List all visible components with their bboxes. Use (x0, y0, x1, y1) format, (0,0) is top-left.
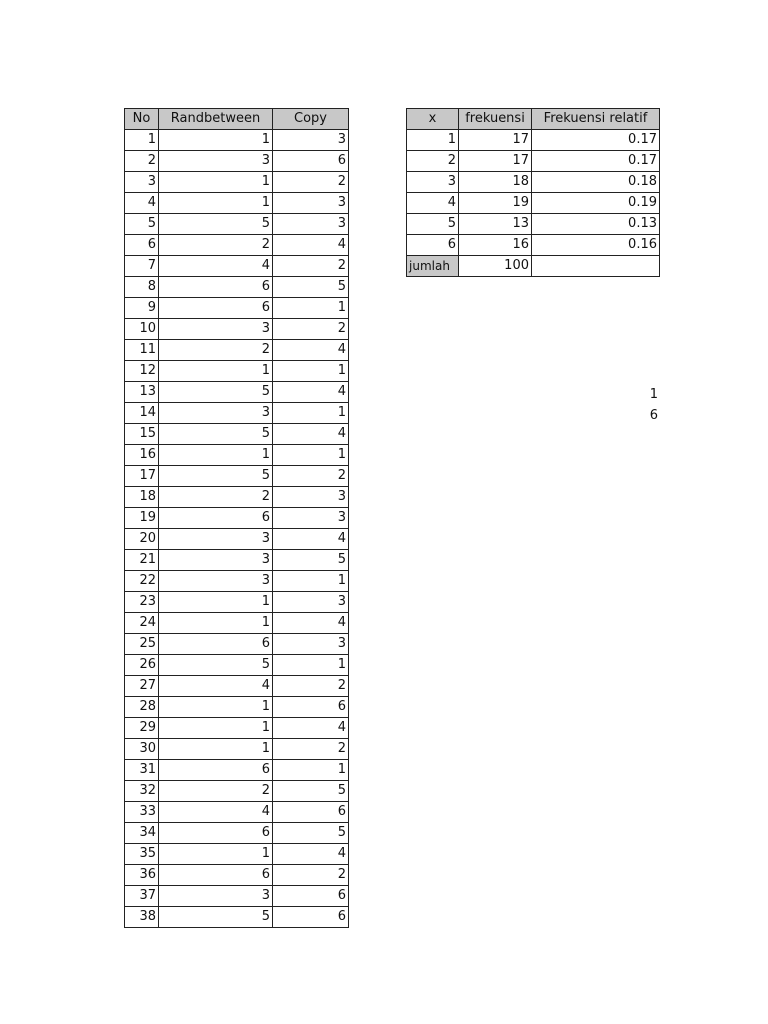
total-value[interactable]: 100 (459, 256, 532, 277)
table-row (125, 844, 349, 865)
table-cell[interactable]: 2 (159, 487, 273, 508)
table-cell[interactable]: 2 (273, 676, 349, 697)
table-row (125, 424, 349, 445)
table-cell[interactable]: 2 (125, 151, 159, 172)
table-cell[interactable]: 4 (159, 676, 273, 697)
cell-value[interactable]: 1 (649, 387, 658, 402)
table-cell[interactable]: 1 (159, 844, 273, 865)
table-row (125, 298, 349, 319)
table-cell[interactable]: 6 (273, 697, 349, 718)
table-cell[interactable]: 6 (159, 865, 273, 886)
table-row (125, 781, 349, 802)
table-cell[interactable]: 1 (159, 172, 273, 193)
table-cell[interactable]: 6 (273, 151, 349, 172)
header-frekuensi-relatif[interactable]: Frekuensi relatif (532, 109, 660, 130)
table-cell[interactable]: 3 (273, 214, 349, 235)
table-cell[interactable]: 0.19 (532, 193, 660, 214)
table-row (125, 739, 349, 760)
table-row (125, 529, 349, 550)
table-row (125, 256, 349, 277)
table-cell[interactable]: 20 (125, 529, 159, 550)
table-cell[interactable]: 18 (459, 172, 532, 193)
randbetween-table (124, 108, 349, 928)
table-cell[interactable]: 4 (273, 382, 349, 403)
table-cell[interactable]: 18 (125, 487, 159, 508)
header-copy[interactable]: Copy (273, 109, 349, 130)
table-cell[interactable]: 3 (273, 130, 349, 151)
table-cell[interactable]: 2 (273, 739, 349, 760)
table-cell[interactable]: 0.17 (532, 130, 660, 151)
table-cell[interactable]: 5 (273, 550, 349, 571)
frequency-table (406, 108, 660, 277)
table-row (125, 802, 349, 823)
header-row (407, 109, 660, 130)
table-row (407, 214, 660, 235)
table-cell[interactable]: 4 (159, 802, 273, 823)
table-cell[interactable]: 33 (125, 802, 159, 823)
table-cell[interactable]: 3 (159, 151, 273, 172)
table-cell[interactable]: 1 (273, 361, 349, 382)
table-cell[interactable]: 6 (159, 634, 273, 655)
table-cell[interactable]: 2 (159, 235, 273, 256)
table-cell[interactable]: 9 (125, 298, 159, 319)
table-cell[interactable]: 16 (459, 235, 532, 256)
header-row (125, 109, 349, 130)
table-cell[interactable]: 5 (159, 424, 273, 445)
table-cell[interactable]: 3 (273, 634, 349, 655)
table-row (125, 760, 349, 781)
table-cell[interactable]: 6 (159, 508, 273, 529)
table-cell[interactable]: 1 (159, 592, 273, 613)
table-cell[interactable]: 5 (159, 382, 273, 403)
table-cell[interactable]: 23 (125, 592, 159, 613)
table-cell[interactable]: 12 (125, 361, 159, 382)
table-cell[interactable]: 1 (407, 130, 459, 151)
table-row (125, 172, 349, 193)
table-cell[interactable]: 6 (159, 760, 273, 781)
table-cell[interactable]: 2 (407, 151, 459, 172)
table-cell[interactable]: 4 (273, 340, 349, 361)
table-cell[interactable]: 26 (125, 655, 159, 676)
table-cell[interactable]: 17 (125, 466, 159, 487)
table-cell[interactable]: 2 (159, 781, 273, 802)
table-cell[interactable]: 1 (159, 193, 273, 214)
table-cell[interactable]: 4 (273, 235, 349, 256)
table-cell[interactable]: 5 (159, 907, 273, 928)
table-cell[interactable]: 4 (273, 613, 349, 634)
table-cell[interactable]: 2 (159, 340, 273, 361)
total-label[interactable]: jumlah (407, 256, 459, 277)
table-cell[interactable]: 2 (273, 865, 349, 886)
table-cell[interactable]: 32 (125, 781, 159, 802)
table-cell[interactable]: 11 (125, 340, 159, 361)
table-cell[interactable]: 5 (273, 823, 349, 844)
table-cell[interactable]: 13 (459, 214, 532, 235)
table-row (125, 487, 349, 508)
table-cell[interactable]: 4 (273, 424, 349, 445)
table-row (407, 193, 660, 214)
table-row (407, 235, 660, 256)
table-cell[interactable]: 35 (125, 844, 159, 865)
table-cell[interactable]: 8 (125, 277, 159, 298)
table-cell[interactable]: 6 (159, 823, 273, 844)
header-no[interactable]: No (125, 109, 159, 130)
table-cell[interactable]: 1 (273, 760, 349, 781)
table-cell[interactable]: 3 (159, 571, 273, 592)
total-relative[interactable] (532, 256, 660, 277)
table-cell[interactable]: 15 (125, 424, 159, 445)
table-cell[interactable]: 4 (273, 529, 349, 550)
table-cell[interactable]: 16 (125, 445, 159, 466)
table-row (125, 277, 349, 298)
header-x[interactable]: x (407, 109, 459, 130)
table-cell[interactable]: 1 (125, 130, 159, 151)
table-cell[interactable]: 3 (159, 319, 273, 340)
table-cell[interactable]: 1 (159, 718, 273, 739)
table-cell[interactable]: 1 (273, 571, 349, 592)
table-cell[interactable]: 29 (125, 718, 159, 739)
table-cell[interactable]: 5 (125, 214, 159, 235)
table-cell[interactable]: 37 (125, 886, 159, 907)
table-row (125, 361, 349, 382)
table-row (125, 151, 349, 172)
table-cell[interactable]: 7 (125, 256, 159, 277)
table-row (125, 382, 349, 403)
table-cell[interactable]: 6 (407, 235, 459, 256)
table-cell[interactable]: 6 (273, 886, 349, 907)
table-cell[interactable]: 3 (159, 550, 273, 571)
table-cell[interactable]: 1 (159, 361, 273, 382)
table-row (125, 634, 349, 655)
table-cell[interactable]: 38 (125, 907, 159, 928)
table-cell[interactable]: 1 (273, 298, 349, 319)
table-row (125, 718, 349, 739)
table-cell[interactable]: 17 (459, 130, 532, 151)
table-cell[interactable]: 6 (159, 277, 273, 298)
cell-value[interactable]: 6 (649, 408, 658, 423)
table-cell[interactable]: 1 (273, 445, 349, 466)
table-row (125, 676, 349, 697)
table-cell[interactable]: 4 (273, 718, 349, 739)
header-randbetween[interactable]: Randbetween (159, 109, 273, 130)
table-cell[interactable]: 3 (273, 193, 349, 214)
table-row (125, 613, 349, 634)
table-cell[interactable]: 6 (159, 298, 273, 319)
table-cell[interactable]: 3 (125, 172, 159, 193)
frequency-table-body (407, 130, 660, 256)
table-cell[interactable]: 1 (159, 697, 273, 718)
header-frekuensi[interactable]: frekuensi (459, 109, 532, 130)
table-cell[interactable]: 4 (159, 256, 273, 277)
table-row (125, 655, 349, 676)
table-cell[interactable]: 31 (125, 760, 159, 781)
table-cell[interactable]: 34 (125, 823, 159, 844)
table-cell[interactable]: 1 (159, 445, 273, 466)
table-row (125, 403, 349, 424)
table-cell[interactable]: 1 (159, 613, 273, 634)
table-cell[interactable]: 2 (273, 172, 349, 193)
table-row (125, 886, 349, 907)
table-cell[interactable]: 2 (273, 319, 349, 340)
table-row (125, 193, 349, 214)
table-row (125, 319, 349, 340)
table-cell[interactable]: 5 (273, 277, 349, 298)
table-cell[interactable]: 19 (125, 508, 159, 529)
table-cell[interactable]: 3 (273, 487, 349, 508)
table-cell[interactable]: 0.13 (532, 214, 660, 235)
table-cell[interactable]: 10 (125, 319, 159, 340)
table-row (125, 571, 349, 592)
table-row (125, 697, 349, 718)
table-row (125, 592, 349, 613)
table-cell[interactable]: 0.17 (532, 151, 660, 172)
table-cell[interactable]: 3 (273, 592, 349, 613)
table-row (125, 130, 349, 151)
table-cell[interactable]: 25 (125, 634, 159, 655)
table-cell[interactable]: 17 (459, 151, 532, 172)
table-cell[interactable]: 5 (273, 781, 349, 802)
table-row (125, 340, 349, 361)
table-cell[interactable]: 1 (159, 130, 273, 151)
table-cell[interactable]: 28 (125, 697, 159, 718)
table-cell[interactable]: 22 (125, 571, 159, 592)
table-cell[interactable]: 0.16 (532, 235, 660, 256)
table-cell[interactable]: 5 (159, 655, 273, 676)
table-cell[interactable]: 36 (125, 865, 159, 886)
table-row (125, 445, 349, 466)
table-cell[interactable]: 3 (159, 403, 273, 424)
randbetween-table-body (125, 130, 349, 928)
table-row (407, 172, 660, 193)
total-row (407, 256, 660, 277)
table-cell[interactable]: 5 (159, 214, 273, 235)
table-row (125, 235, 349, 256)
table-cell[interactable]: 0.18 (532, 172, 660, 193)
table-cell[interactable]: 4 (407, 193, 459, 214)
table-row (125, 466, 349, 487)
table-row (125, 214, 349, 235)
table-row (125, 550, 349, 571)
table-row (125, 865, 349, 886)
table-cell[interactable]: 4 (273, 844, 349, 865)
table-row (125, 907, 349, 928)
table-cell[interactable]: 2 (273, 256, 349, 277)
table-cell[interactable]: 30 (125, 739, 159, 760)
table-cell[interactable]: 1 (273, 655, 349, 676)
table-cell[interactable]: 1 (159, 739, 273, 760)
table-cell[interactable]: 5 (159, 466, 273, 487)
table-cell[interactable]: 5 (407, 214, 459, 235)
table-cell[interactable]: 27 (125, 676, 159, 697)
table-cell[interactable]: 24 (125, 613, 159, 634)
table-cell[interactable]: 6 (273, 802, 349, 823)
table-cell[interactable]: 21 (125, 550, 159, 571)
table-cell[interactable]: 6 (273, 907, 349, 928)
table-cell[interactable]: 19 (459, 193, 532, 214)
table-row (125, 508, 349, 529)
table-cell[interactable]: 1 (273, 403, 349, 424)
table-row (407, 130, 660, 151)
table-cell[interactable]: 3 (407, 172, 459, 193)
table-row (125, 823, 349, 844)
table-cell[interactable]: 6 (125, 235, 159, 256)
table-cell[interactable]: 13 (125, 382, 159, 403)
table-cell[interactable]: 14 (125, 403, 159, 424)
table-cell[interactable]: 3 (159, 529, 273, 550)
table-cell[interactable]: 3 (159, 886, 273, 907)
table-cell[interactable]: 2 (273, 466, 349, 487)
table-cell[interactable]: 3 (273, 508, 349, 529)
table-cell[interactable]: 4 (125, 193, 159, 214)
table-row (407, 151, 660, 172)
